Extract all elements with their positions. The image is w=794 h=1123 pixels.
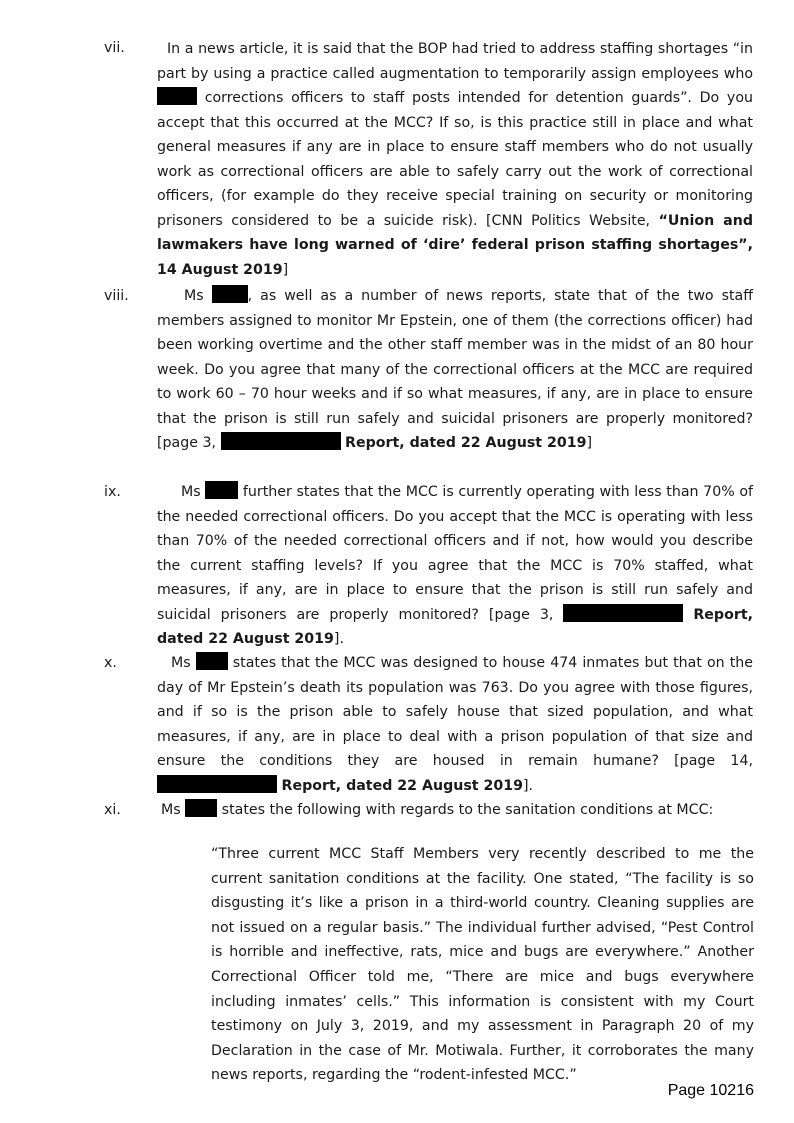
item-body: In a news article, it is said that the BOP had tried to address staffing shortages “in part by using a practice called augmentation to temporarily assign employees who corrections officers to staff posts intended for detention guards”. Do you accept that this occurred at the MCC? If so, is this practice still in place and what general measures if any are in place to ensure staff members who do not usually work as correctional officers are able to safely carry out the work of correctional officers, (for example do they receive special training on security or monitoring prisoners considered to be a suicide risk). [CNN Politics Website, “Union and lawmakers have long warned of ‘dire’ federal prison staffing shortages”, 14 August 2019] — [157, 41, 753, 278]
item-number: viii. — [104, 288, 129, 304]
item-number: ix. — [104, 484, 121, 500]
redaction-block — [205, 481, 238, 499]
page-number: Page 10216 — [667, 1082, 754, 1099]
redaction-block — [157, 87, 197, 105]
item-body: Ms states the following with regards to the sanitation conditions at MCC: — [161, 798, 754, 823]
redaction-block — [185, 799, 217, 817]
item-number: vii. — [104, 40, 125, 56]
block-quote: “Three current MCC Staff Members very recently described to me the current sanitation conditions at the facility. One stated, “The facility is so disgusting it’s like a prison in a third-world country. Cleaning supplies are not issued on a regular basis.” The individual further advised, “Pest Control is horrible and ineffective, rats, mice and bugs are everywhere.” Another Correctional Officer told me, “There are mice and bugs everywhere including inmates’ cells.” This information is consistent with my Court testimony on July 3, 2019, and my assessment in Paragraph 20 of my Declaration in the case of Mr. Motiwala. Further, it corroborates the many news reports, regarding the “rodent-infested MCC.” — [211, 846, 754, 1084]
redaction-block — [157, 775, 277, 793]
item-number: xi. — [104, 802, 121, 818]
redaction-block — [196, 652, 228, 670]
redaction-block — [212, 285, 248, 303]
item-body: Ms further states that the MCC is currently operating with less than 70% of the needed correctional officers. Do you accept that the MCC is operating with less than 70% of the needed correctional officers and if not, how would you describe the current staffing levels? If you agree that the MCC is 70% staffed, what measures, if any, are in place to ensure that the prison is still run safely and suicidal prisoners are properly monitored? [page 3, Report, dated 22 August 2019]. — [157, 480, 753, 652]
item-body: Ms states that the MCC was designed to house 474 inmates but that on the day of Mr Epstein’s death its population was 763. Do you agree with those figures, and if so is the prison able to safely house that sized population, and what measures, if any, are in place to deal with a prison population of that size and ensure the conditions they are housed in remain humane? [page 14, Report, dated 22 August 2019]. — [157, 651, 753, 798]
redaction-block — [563, 604, 683, 622]
item-number: x. — [104, 655, 117, 671]
redaction-block — [221, 432, 341, 450]
item-body: Ms , as well as a number of news reports, state that of the two staff members assigned to monitor Mr Epstein, one of them (the corrections officer) had been working overtime and the other staff member was in the midst of an 80 hour week. Do you agree that many of the correctional officers at the MCC are required to work 60 – 70 hour weeks and if so what measures, if any, are in place to ensure that the prison is still run safely and suicidal prisoners are properly monitored? [page 3, Report, dated 22 August 2019] — [157, 284, 753, 456]
